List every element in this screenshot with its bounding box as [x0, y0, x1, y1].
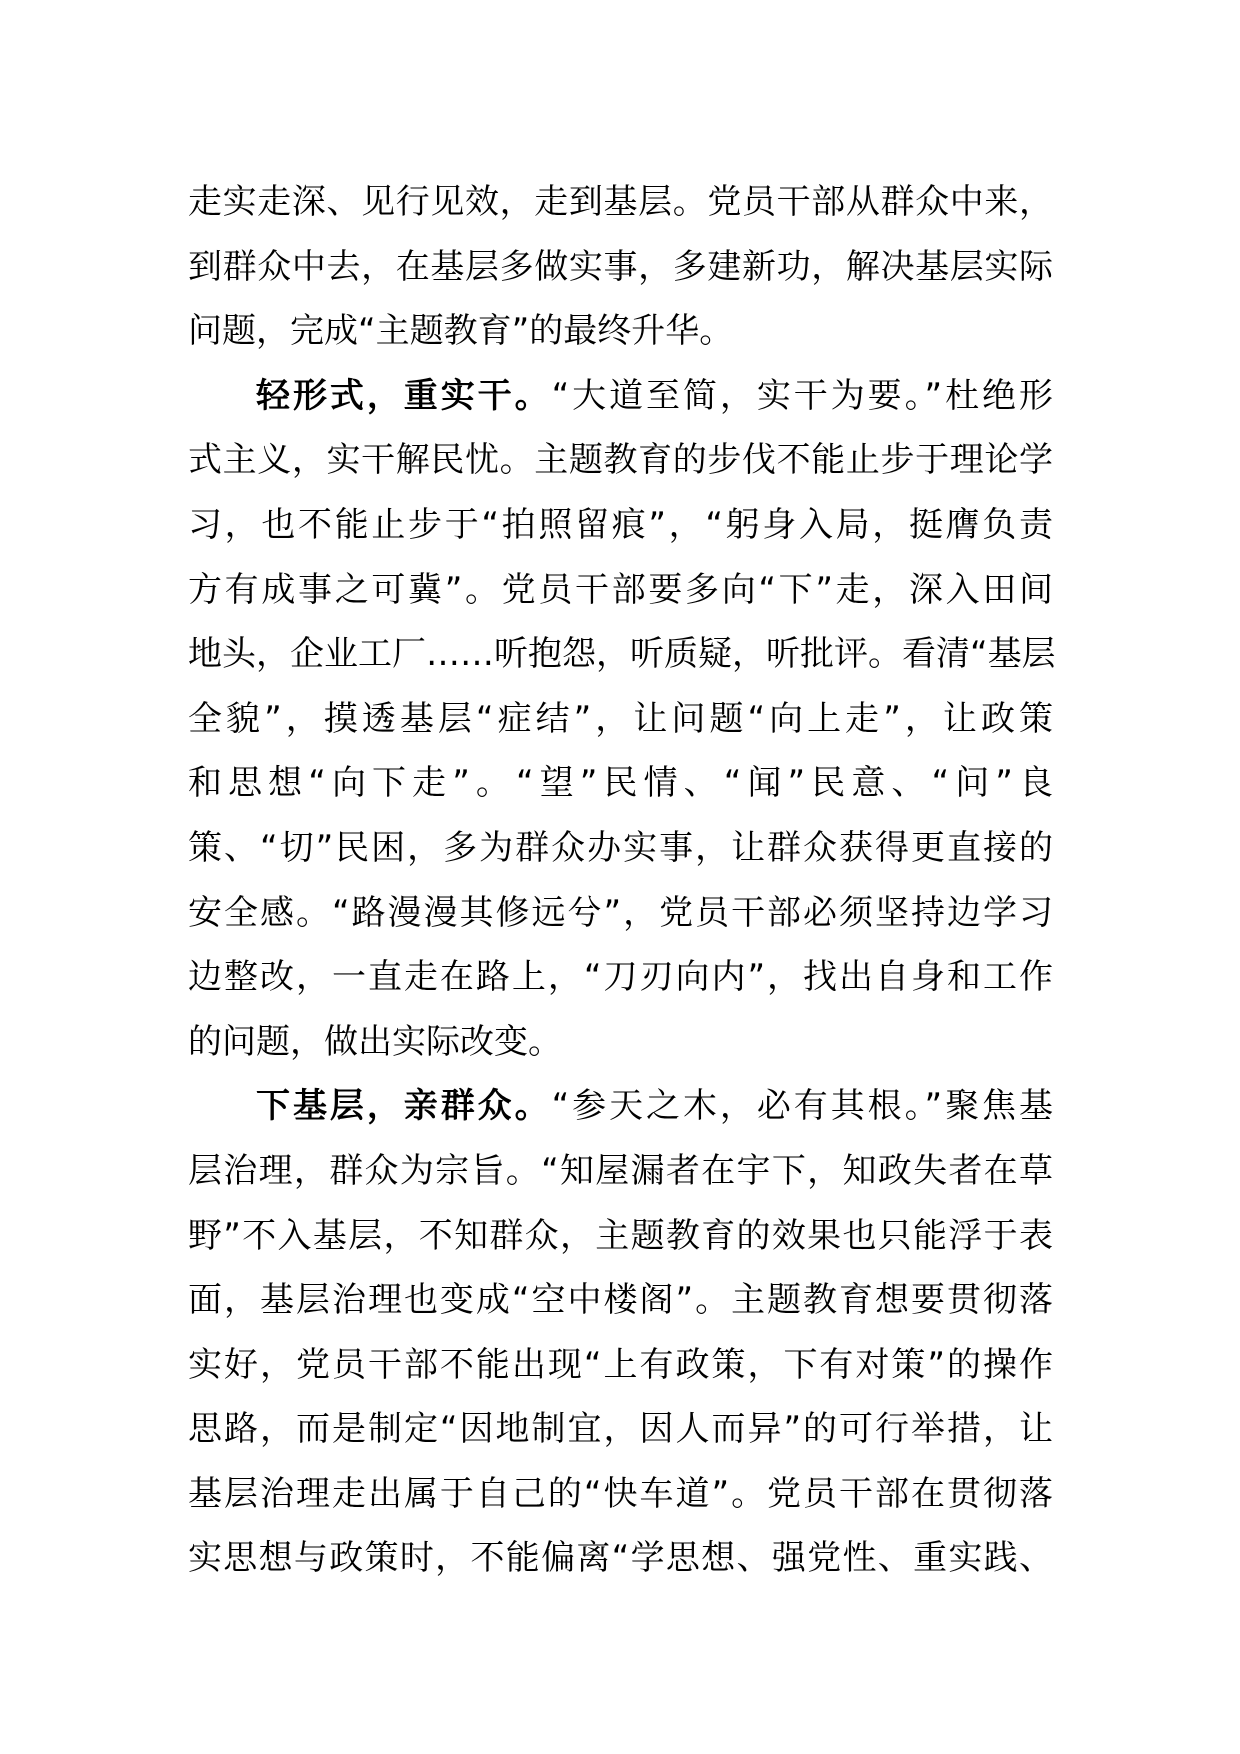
- text-line: 全貌”，摸透基层“症结”，让问题“向上走”，让政策: [188, 698, 1053, 739]
- text-line: 问题，完成“主题教育”的最终升华。: [188, 311, 734, 352]
- text-line: 思路，而是制定“因地制宜，因人而异”的可行举措，让: [188, 1409, 1053, 1450]
- text-line: 边整改，一直走在路上，“刀刃向内”，找出自身和工作: [188, 957, 1053, 998]
- text-line: 实思想与政策时，不能偏离“学思想、强党性、重实践、: [188, 1538, 1053, 1579]
- text-line: 方有成事之可冀”。党员干部要多向“下”走，深入田间: [188, 569, 1053, 610]
- paragraph-first-line: [188, 1074, 1053, 1139]
- text-line: 和思想“向下走”。“望”民情、“闻”民意、“问”良: [188, 763, 1053, 804]
- text-line: 式主义，实干解民忧。主题教育的步伐不能止步于理论学: [188, 440, 1053, 481]
- text-line: 基层治理走出属于自己的“快车道”。党员干部在贯彻落: [188, 1473, 1053, 1514]
- text-line: 实好，党员干部不能出现“上有政策，下有对策”的操作: [188, 1344, 1053, 1385]
- text-line: 习，也不能止步于“拍照留痕”，“躬身入局，挺膺负责: [188, 504, 1053, 545]
- paragraph-first-line: [188, 364, 1053, 429]
- text-line: 策、“切”民困，多为群众办实事，让群众获得更直接的: [188, 827, 1053, 868]
- paragraph-lead-heading: 轻形式，重实干。: [256, 375, 552, 416]
- paragraph-first-line-text: “参天之木，必有其根。”聚焦基: [551, 1086, 1054, 1127]
- text-line: 地头，企业工厂……听抱怨，听质疑，听批评。看清“基层: [188, 634, 1056, 675]
- text-line: 的问题，做出实际改变。: [188, 1021, 562, 1062]
- paragraph-lead-heading: 下基层，亲群众。: [256, 1086, 552, 1127]
- text-line: 层治理，群众为宗旨。“知屋漏者在宇下，知政失者在草: [188, 1150, 1053, 1191]
- paragraph-1: [188, 170, 1053, 364]
- text-line: 安全感。“路漫漫其修远兮”，党员干部必须坚持边学习: [188, 892, 1053, 933]
- text-line: 到群众中去，在基层多做实事，多建新功，解决基层实际: [188, 246, 1053, 287]
- document-page: [188, 170, 1056, 1591]
- text-line: 走实走深、见行见效，走到基层。党员干部从群众中来，: [188, 182, 1053, 222]
- paragraph-3: [188, 1074, 1053, 1591]
- text-line: 野”不入基层，不知群众，主题教育的效果也只能浮于表: [188, 1215, 1053, 1256]
- paragraph-2: [188, 364, 1056, 1075]
- text-line: 面，基层治理也变成“空中楼阁”。主题教育想要贯彻落: [188, 1280, 1053, 1321]
- paragraph-first-line-text: “大道至简，实干为要。”杜绝形: [551, 375, 1054, 416]
